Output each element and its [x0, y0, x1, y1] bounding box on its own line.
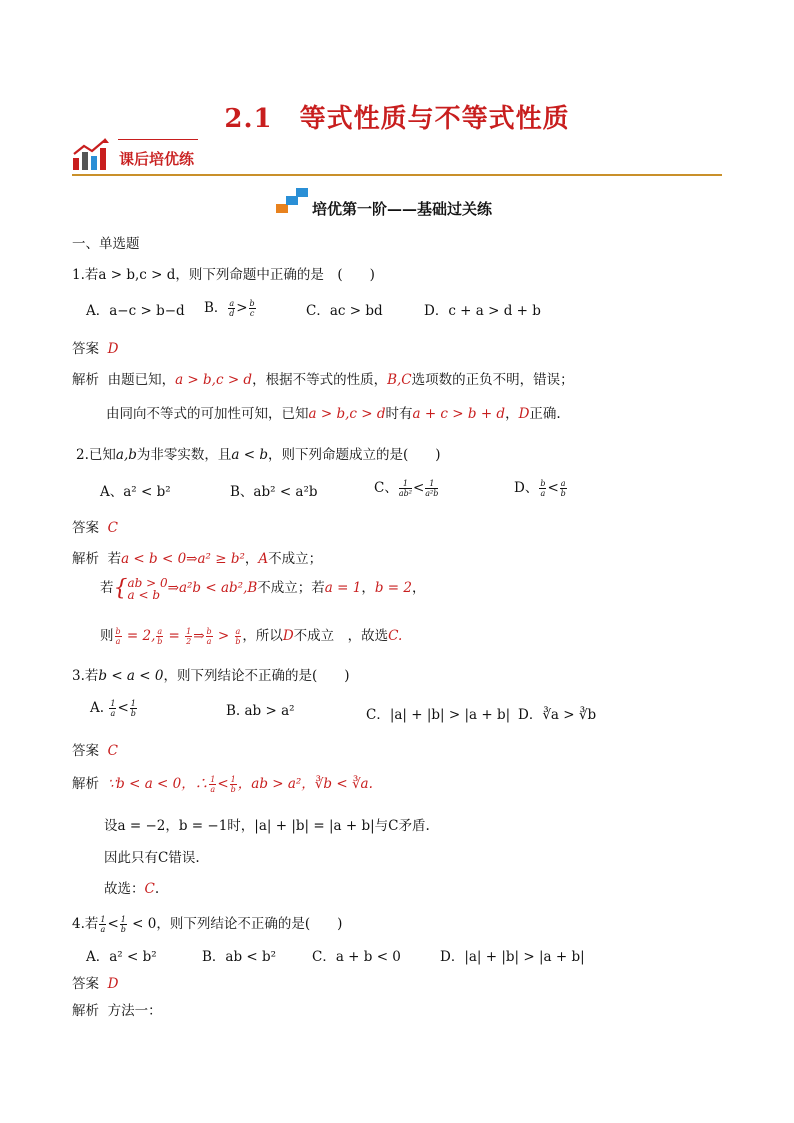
header-label: 课后培优练: [119, 150, 195, 168]
q3-analysis-1: 解析 ∵b < a < 0，∴ $\frac{1}{a}$ < $\frac{1}{b}$ ，ab > a²，∛b < ∛a.: [72, 775, 373, 794]
q3-option-c: C．|a| + |b| > |a + b|: [366, 707, 511, 723]
bar-chart-icon: [72, 138, 110, 172]
q2-option-d: D、 $\frac{b}{a}$ < $\frac{a}{b}$: [514, 479, 566, 498]
section-title: 培优第一阶——基础过关练: [312, 200, 493, 218]
q1-option-d: D．c + a > d + b: [424, 303, 541, 319]
header-rule: [72, 174, 722, 176]
q2-analysis-3: 则 $\frac{b}{a}$ = 2, $\frac{a}{b}$ = $\frac{1}{2}$ ⇒ $\frac{b}{a}$ > $\frac{a}{b}$ ，所以D不成立 ，故选C.: [100, 627, 403, 646]
q1-answer: 答案 D: [72, 341, 119, 357]
q2-option-b: B、ab² < a²b: [230, 484, 318, 500]
q1-option-b-label: B．: [204, 300, 228, 316]
page-title: 2.1 等式性质与不等式性质: [224, 104, 570, 134]
q3-analysis-3: 因此只有C错误.: [104, 850, 200, 866]
q3-analysis-2: 设a = −2，b = −1时，|a| + |b| = |a + b|与C矛盾.: [104, 818, 430, 834]
q1-option-c: C．ac > bd: [306, 303, 383, 319]
q4-stem: 4.若 $\frac{1}{a}$ < $\frac{1}{b}$ < 0，则下列结论不正确的是( ): [72, 915, 343, 934]
q2-analysis-2: 若{ ab > 0 a < b ⇒a²b < ab²,B不成立；若a = 1，b = 2，: [100, 575, 426, 602]
q4-analysis-1: 解析 方法一：: [72, 1003, 162, 1019]
q3-answer: 答案 C: [72, 743, 118, 759]
q4-option-b: B．ab < b²: [202, 949, 277, 965]
q4-answer: 答案 D: [72, 976, 119, 992]
q1-optb-frac1: $\frac{a}{d}$: [229, 299, 235, 318]
q2-stem: 2.已知a,b为非零实数，且a < b，则下列命题成立的是( ): [76, 447, 441, 463]
q3-stem: 3.若b < a < 0，则下列结论不正确的是( ): [72, 668, 350, 684]
header-accent-line: [118, 139, 198, 140]
q2-option-c: C、 $\frac{1}{\text{ab²}}$ < $\frac{1}{\text{a²b}}$: [374, 479, 439, 498]
q2-analysis-1: 解析 若a < b < 0⇒a² ≥ b²，A不成立；: [72, 551, 323, 567]
q2-answer: 答案 C: [72, 520, 118, 536]
q3-option-d: D．∛a > ∛b: [518, 707, 597, 723]
q1-optb-frac2: $\frac{b}{c}$: [249, 299, 255, 318]
q4-option-a: A．a² < b²: [86, 949, 157, 965]
q4-option-d: D．|a| + |b| > |a + b|: [440, 949, 585, 965]
part-label: 一、单选题: [72, 236, 140, 252]
q1-analysis-2: 由同向不等式的可加性可知，已知a > b,c > d时有a + c > b + d，D正确.: [106, 406, 561, 422]
q3-option-a: A. $\frac{1}{a}$ < $\frac{1}{b}$: [90, 699, 136, 718]
q1-option-a: A．a−c > b−d: [86, 303, 185, 319]
q4-option-c: C．a + b < 0: [312, 949, 401, 965]
q3-analysis-4: 故选：C.: [104, 881, 160, 897]
q3-option-b: B. ab > a²: [226, 703, 295, 719]
q1-stem: 1.若a > b,c > d，则下列命题中正确的是 ( ): [72, 267, 375, 283]
q1-analysis-1: 解析 由题已知，a > b,c > d，根据不等式的性质，B,C选项数的正负不明，错误；: [72, 372, 574, 388]
q1-option-b: B． $\frac{a}{d}$ > $\frac{b}{c}$: [204, 299, 255, 318]
stairs-icon: [276, 188, 308, 214]
q2-option-a: A、a² < b²: [100, 484, 171, 500]
